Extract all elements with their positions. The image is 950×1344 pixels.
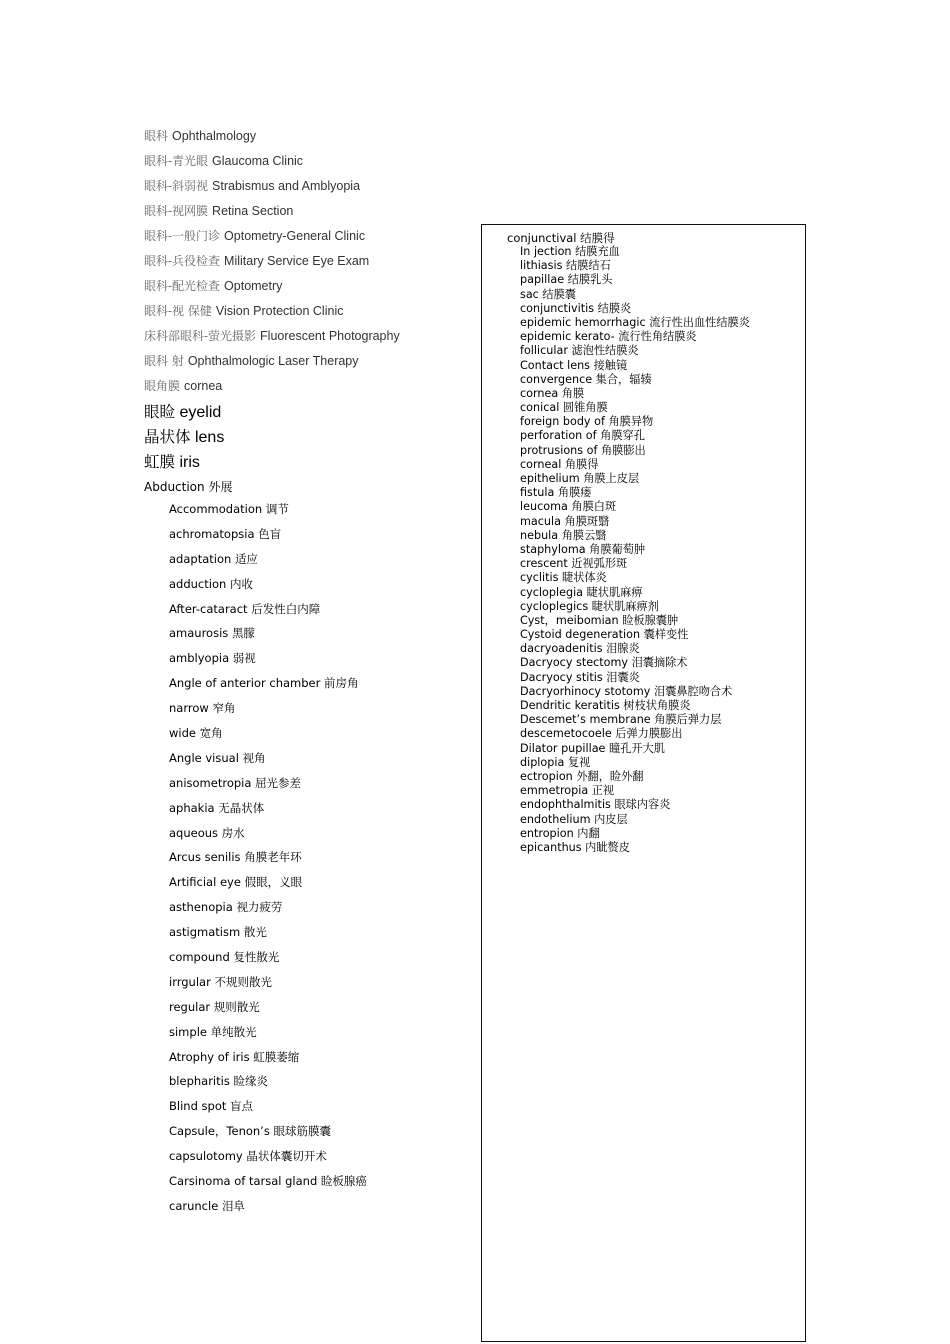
box-item bbox=[520, 245, 750, 259]
term-item bbox=[169, 796, 469, 821]
term-en: irrgular bbox=[169, 974, 211, 989]
box-item-zh: 泪腺炎 bbox=[606, 642, 640, 656]
box-item-zh: 角膜后弹力层 bbox=[654, 713, 722, 727]
box-item-zh: 角膜云翳 bbox=[561, 528, 607, 542]
box-item-en: nebula bbox=[520, 528, 559, 542]
department-list bbox=[144, 126, 474, 501]
box-item bbox=[520, 316, 750, 330]
dept-zh: 眼科-青光眼 bbox=[144, 154, 209, 168]
dept-en: Fluorescent Photography bbox=[260, 329, 400, 343]
box-item-zh: 角膜斑翳 bbox=[564, 514, 610, 528]
dept-en: Strabismus and Amblyopia bbox=[212, 179, 361, 193]
box-item bbox=[520, 656, 750, 670]
box-item-zh: 内翻 bbox=[577, 826, 600, 840]
term-en: wide bbox=[169, 726, 196, 741]
box-item-en: foreign body of bbox=[520, 415, 605, 429]
term-item bbox=[169, 646, 469, 671]
dept-line bbox=[144, 301, 474, 326]
term-zh: 视角 bbox=[242, 750, 266, 765]
term-zh: 散光 bbox=[243, 925, 267, 940]
box-item bbox=[520, 600, 750, 614]
term-zh: 宽角 bbox=[199, 726, 223, 741]
box-item-zh: 眼球内容炎 bbox=[614, 798, 671, 812]
box-item-zh: 结膜结石 bbox=[566, 259, 611, 273]
box-item-en: cycloplegia bbox=[520, 585, 584, 599]
box-item bbox=[520, 515, 750, 529]
term-en: narrow bbox=[169, 701, 209, 716]
box-item-zh: 泪囊炎 bbox=[606, 670, 640, 684]
box-item bbox=[520, 614, 750, 628]
box-item-en: descemetocoele bbox=[520, 727, 612, 741]
dept-en: Vision Protection Clinic bbox=[215, 304, 344, 318]
box-item bbox=[520, 458, 750, 472]
left-term-list bbox=[169, 497, 469, 1219]
term-zh: 虹膜萎缩 bbox=[253, 1049, 300, 1064]
dept-line bbox=[144, 226, 474, 251]
dept-zh: 眼科-斜弱视 bbox=[144, 179, 209, 193]
box-item-en: convergence bbox=[520, 372, 593, 386]
dept-en: Ophthalmology bbox=[172, 129, 257, 143]
big-term-zh: 晶状体 bbox=[144, 428, 191, 446]
box-item-zh: 睑板腺囊肿 bbox=[622, 613, 679, 627]
term-en: simple bbox=[169, 1024, 207, 1039]
box-item bbox=[520, 273, 750, 287]
box-item-en: cornea bbox=[520, 386, 559, 400]
dept-line bbox=[144, 326, 474, 351]
term-zh: 不规则散光 bbox=[214, 974, 272, 989]
box-item-en: conical bbox=[520, 401, 560, 415]
term-en: caruncle bbox=[169, 1198, 219, 1213]
box-item-zh: 近视弧形斑 bbox=[571, 557, 628, 571]
box-item bbox=[520, 798, 750, 812]
box-item-en: Cystoid degeneration bbox=[520, 628, 641, 642]
box-item bbox=[520, 685, 750, 699]
term-item bbox=[169, 1094, 469, 1119]
term-zh: 复性散光 bbox=[233, 950, 280, 965]
abduction-zh: 外展 bbox=[208, 480, 233, 494]
dept-line bbox=[144, 251, 474, 276]
term-zh: 调节 bbox=[265, 502, 289, 516]
box-heading bbox=[507, 231, 615, 245]
term-zh: 视力疲劳 bbox=[236, 900, 283, 915]
box-item-zh: 睫状肌麻痹 bbox=[586, 585, 643, 599]
term-zh: 弱视 bbox=[232, 651, 256, 666]
box-item bbox=[520, 784, 750, 798]
term-item bbox=[169, 1119, 469, 1144]
box-item bbox=[520, 571, 750, 585]
box-item-zh: 流行性角结膜炎 bbox=[618, 330, 697, 344]
dept-line bbox=[144, 201, 474, 226]
term-en: After-cataract bbox=[169, 601, 248, 616]
box-item-en: Contact lens bbox=[520, 358, 590, 372]
box-item-en: epidemic hemorrhagic bbox=[520, 315, 646, 329]
term-en: adduction bbox=[169, 576, 227, 591]
term-en: Angle of anterior chamber bbox=[169, 676, 321, 691]
dept-en: Retina Section bbox=[212, 204, 294, 218]
box-item-zh: 内皮层 bbox=[594, 812, 628, 826]
box-item-en: dacryoadenitis bbox=[520, 642, 603, 656]
box-item bbox=[520, 330, 750, 344]
term-zh: 睑缘炎 bbox=[233, 1074, 268, 1089]
box-item-en: emmetropia bbox=[520, 784, 589, 798]
term-en: Blind spot bbox=[169, 1099, 227, 1114]
term-item bbox=[169, 746, 469, 771]
box-item-en: diplopia bbox=[520, 755, 565, 769]
dept-line bbox=[144, 351, 474, 376]
box-term-list bbox=[520, 245, 750, 855]
box-item-zh: 树枝状角膜炎 bbox=[623, 699, 691, 712]
box-item-en: Dendritic keratitis bbox=[520, 699, 620, 712]
box-item-zh: 后弹力膜膨出 bbox=[615, 727, 683, 741]
dept-line bbox=[144, 376, 474, 401]
box-item-en: In jection bbox=[520, 245, 572, 258]
term-zh: 眼球筋膜囊 bbox=[273, 1124, 331, 1139]
box-item-en: endophthalmitis bbox=[520, 798, 611, 812]
box-item-zh: 角膜葡萄肿 bbox=[589, 542, 646, 556]
box-item-zh: 复视 bbox=[567, 755, 591, 769]
term-en: Arcus senilis bbox=[169, 850, 241, 865]
box-item bbox=[520, 373, 750, 387]
box-item-zh: 角膜穿孔 bbox=[600, 429, 645, 443]
term-zh: 内收 bbox=[229, 576, 253, 591]
term-en: Atrophy of iris bbox=[169, 1049, 250, 1064]
box-item-zh: 囊样变性 bbox=[643, 628, 689, 642]
box-item bbox=[520, 288, 750, 302]
box-item-zh: 泪囊摘除术 bbox=[631, 656, 688, 670]
box-item-en: follicular bbox=[520, 344, 568, 358]
box-item-zh: 内眦赘皮 bbox=[585, 840, 630, 854]
dept-zh: 眼科-配光检查 bbox=[144, 279, 221, 293]
term-zh: 角膜老年环 bbox=[244, 850, 302, 865]
box-item bbox=[520, 444, 750, 458]
box-item-zh: 角膜得 bbox=[564, 457, 599, 471]
term-item bbox=[169, 1045, 469, 1070]
term-item bbox=[169, 597, 469, 622]
term-item bbox=[169, 1069, 469, 1094]
box-item-en: leucoma bbox=[520, 500, 568, 514]
term-item bbox=[169, 995, 469, 1020]
box-item-zh: 结膜囊 bbox=[542, 287, 576, 301]
term-zh: 屈光参差 bbox=[255, 775, 302, 790]
dept-zh: 眼科-兵役检查 bbox=[144, 254, 221, 268]
box-item bbox=[520, 713, 750, 727]
box-item bbox=[520, 841, 750, 855]
box-item-en: Cyst，meibomian bbox=[520, 613, 619, 627]
term-zh: 规则散光 bbox=[213, 999, 260, 1014]
dept-en: Glaucoma Clinic bbox=[212, 154, 304, 168]
term-item bbox=[169, 1194, 469, 1219]
box-item-zh: 圆锥角膜 bbox=[562, 401, 608, 415]
box-item-en: sac bbox=[520, 287, 539, 301]
box-item-en: epidemic kerato- bbox=[520, 330, 615, 344]
big-term-en: iris bbox=[179, 454, 200, 471]
big-term-en: lens bbox=[194, 429, 225, 446]
dept-zh: 眼角膜 bbox=[144, 379, 181, 393]
box-item bbox=[520, 401, 750, 415]
box-item bbox=[520, 756, 750, 770]
dept-line bbox=[144, 176, 474, 201]
box-item bbox=[520, 529, 750, 543]
term-item bbox=[169, 696, 469, 721]
term-en: Accommodation bbox=[169, 502, 263, 516]
term-item bbox=[169, 1144, 469, 1169]
term-en: aphakia bbox=[169, 800, 215, 815]
conjunctiva-cornea-box bbox=[481, 224, 806, 1342]
box-item-en: cyclitis bbox=[520, 571, 559, 585]
box-item-en: corneal bbox=[520, 457, 562, 471]
box-item-zh: 结膜乳头 bbox=[567, 273, 613, 287]
term-item bbox=[169, 821, 469, 846]
term-zh: 单纯散光 bbox=[210, 1024, 257, 1039]
dept-line bbox=[144, 126, 474, 151]
term-item bbox=[169, 970, 469, 995]
box-item-zh: 角膜 bbox=[561, 386, 585, 400]
term-en: adaptation bbox=[169, 551, 232, 566]
box-item-zh: 正视 bbox=[591, 784, 615, 798]
term-en: regular bbox=[169, 999, 211, 1014]
box-item-en: fistula bbox=[520, 486, 555, 500]
box-item-en: papillae bbox=[520, 273, 565, 287]
term-en: Capsule，Tenon’s bbox=[169, 1124, 270, 1139]
box-item bbox=[520, 770, 750, 784]
term-en: amaurosis bbox=[169, 626, 229, 641]
term-en: Carsinoma of tarsal gland bbox=[169, 1174, 318, 1189]
term-item bbox=[169, 621, 469, 646]
dept-zh: 眼科-视 保健 bbox=[144, 304, 212, 318]
box-item bbox=[520, 557, 750, 571]
box-item bbox=[520, 387, 750, 401]
box-item-en: epicanthus bbox=[520, 840, 582, 854]
term-zh: 房水 bbox=[221, 825, 245, 840]
term-zh: 适应 bbox=[234, 551, 258, 566]
box-item bbox=[520, 486, 750, 500]
box-item bbox=[520, 586, 750, 600]
box-item-zh: 睫状体炎 bbox=[562, 571, 607, 585]
big-term bbox=[144, 426, 474, 451]
box-item bbox=[520, 415, 750, 429]
term-en: blepharitis bbox=[169, 1074, 230, 1089]
term-en: asthenopia bbox=[169, 900, 233, 915]
term-zh: 色盲 bbox=[258, 526, 282, 541]
box-item-zh: 角膜膨出 bbox=[600, 443, 646, 457]
dept-line bbox=[144, 276, 474, 301]
dept-en: Optometry bbox=[224, 279, 283, 293]
term-item bbox=[169, 870, 469, 895]
term-en: astigmatism bbox=[169, 925, 241, 940]
box-heading-zh: 结膜得 bbox=[580, 231, 615, 245]
term-en: aqueous bbox=[169, 825, 219, 840]
term-item bbox=[169, 945, 469, 970]
box-item-zh: 睫状肌麻痹剂 bbox=[591, 599, 659, 613]
box-item bbox=[520, 500, 750, 514]
dept-zh: 床科部眼科-萤光摄影 bbox=[144, 329, 257, 343]
big-term-zh: 虹膜 bbox=[144, 453, 176, 471]
term-item bbox=[169, 547, 469, 572]
box-item-zh: 流行性出血性结膜炎 bbox=[649, 315, 750, 329]
box-item bbox=[520, 827, 750, 841]
box-item-zh: 接触镜 bbox=[593, 358, 628, 372]
term-item bbox=[169, 1020, 469, 1045]
dept-zh: 眼科 bbox=[144, 129, 169, 143]
box-item bbox=[520, 642, 750, 656]
box-item-en: conjunctivitis bbox=[520, 301, 595, 315]
big-term-en: eyelid bbox=[179, 404, 222, 421]
box-item-zh: 结膜炎 bbox=[597, 301, 632, 315]
box-item-en: Dacryocy stitis bbox=[520, 670, 603, 684]
dept-en: cornea bbox=[184, 379, 223, 393]
box-item-zh: 外翻，睑外翻 bbox=[576, 769, 644, 783]
abduction-en: Abduction bbox=[144, 480, 205, 494]
term-item bbox=[169, 572, 469, 597]
box-item-en: Descemet’s membrane bbox=[520, 713, 651, 727]
dept-en: Military Service Eye Exam bbox=[224, 254, 370, 268]
term-item bbox=[169, 920, 469, 945]
box-item-en: epithelium bbox=[520, 472, 580, 485]
dept-zh: 眼科-一般门诊 bbox=[144, 229, 221, 243]
box-item bbox=[520, 699, 750, 713]
term-zh: 后发性白内障 bbox=[251, 601, 321, 616]
box-item bbox=[520, 671, 750, 685]
term-zh: 晶状体囊切开术 bbox=[246, 1149, 327, 1164]
box-item bbox=[520, 472, 750, 486]
term-zh: 泪阜 bbox=[221, 1198, 245, 1213]
term-item bbox=[169, 845, 469, 870]
box-item-zh: 角膜瘘 bbox=[557, 486, 592, 500]
term-item bbox=[169, 721, 469, 746]
box-item bbox=[520, 429, 750, 443]
box-item-zh: 角膜上皮层 bbox=[583, 472, 640, 485]
term-item bbox=[169, 771, 469, 796]
term-zh: 盲点 bbox=[230, 1099, 254, 1114]
term-en: compound bbox=[169, 950, 230, 965]
term-en: achromatopsia bbox=[169, 526, 255, 541]
box-item-zh: 集合，辐辏 bbox=[595, 372, 652, 386]
dept-zh: 眼科-视网膜 bbox=[144, 204, 209, 218]
box-heading-en: conjunctival bbox=[507, 231, 577, 245]
box-item-zh: 角膜白斑 bbox=[571, 500, 617, 514]
term-item bbox=[169, 522, 469, 547]
box-item-en: entropion bbox=[520, 826, 574, 840]
box-item-en: protrusions of bbox=[520, 443, 598, 457]
box-item-zh: 泪囊鼻腔吻合术 bbox=[653, 684, 733, 698]
box-item bbox=[520, 727, 750, 741]
box-item-zh: 角膜异物 bbox=[608, 415, 654, 429]
box-item-zh: 瞳孔开大肌 bbox=[609, 741, 665, 755]
term-item bbox=[169, 1169, 469, 1194]
term-zh: 假眼，义眼 bbox=[244, 875, 303, 890]
term-en: amblyopia bbox=[169, 651, 230, 666]
term-zh: 睑板腺癌 bbox=[320, 1174, 367, 1189]
term-en: anisometropia bbox=[169, 775, 252, 790]
dept-en: Ophthalmologic Laser Therapy bbox=[187, 354, 359, 368]
term-item bbox=[169, 497, 469, 522]
box-item-en: Dacryorhinocy stotomy bbox=[520, 684, 651, 698]
box-item bbox=[520, 259, 750, 273]
box-item bbox=[520, 302, 750, 316]
box-item bbox=[520, 742, 750, 756]
term-zh: 窄角 bbox=[212, 701, 236, 716]
box-item bbox=[520, 813, 750, 827]
term-zh: 前房角 bbox=[324, 676, 359, 691]
term-item bbox=[169, 671, 469, 696]
term-en: capsulotomy bbox=[169, 1149, 243, 1164]
big-term bbox=[144, 401, 474, 426]
box-item-en: staphyloma bbox=[520, 542, 586, 556]
dept-zh: 眼科 射 bbox=[144, 354, 184, 368]
box-item-en: endothelium bbox=[520, 812, 591, 826]
term-en: Artificial eye bbox=[169, 875, 241, 890]
box-item-zh: 结膜充血 bbox=[575, 245, 620, 258]
term-zh: 无晶状体 bbox=[218, 800, 265, 815]
box-item-en: Dilator pupillae bbox=[520, 741, 606, 755]
box-item-en: macula bbox=[520, 514, 561, 528]
big-term-zh: 眼睑 bbox=[144, 403, 176, 421]
box-item bbox=[520, 359, 750, 373]
box-item bbox=[520, 543, 750, 557]
term-zh: 黑朦 bbox=[231, 626, 255, 641]
box-item-en: cycloplegics bbox=[520, 599, 589, 613]
box-item-zh: 滤泡性结膜炎 bbox=[571, 344, 639, 358]
box-item-en: ectropion bbox=[520, 769, 573, 783]
dept-en: Optometry-General Clinic bbox=[224, 229, 366, 243]
box-item-en: lithiasis bbox=[520, 259, 563, 273]
box-item-en: crescent bbox=[520, 557, 568, 571]
box-item-en: perforation of bbox=[520, 429, 597, 443]
box-item bbox=[520, 628, 750, 642]
dept-line bbox=[144, 151, 474, 176]
box-item bbox=[520, 344, 750, 358]
term-en: Angle visual bbox=[169, 750, 239, 765]
big-term bbox=[144, 451, 474, 476]
box-item-en: Dacryocy stectomy bbox=[520, 656, 629, 670]
term-item bbox=[169, 895, 469, 920]
